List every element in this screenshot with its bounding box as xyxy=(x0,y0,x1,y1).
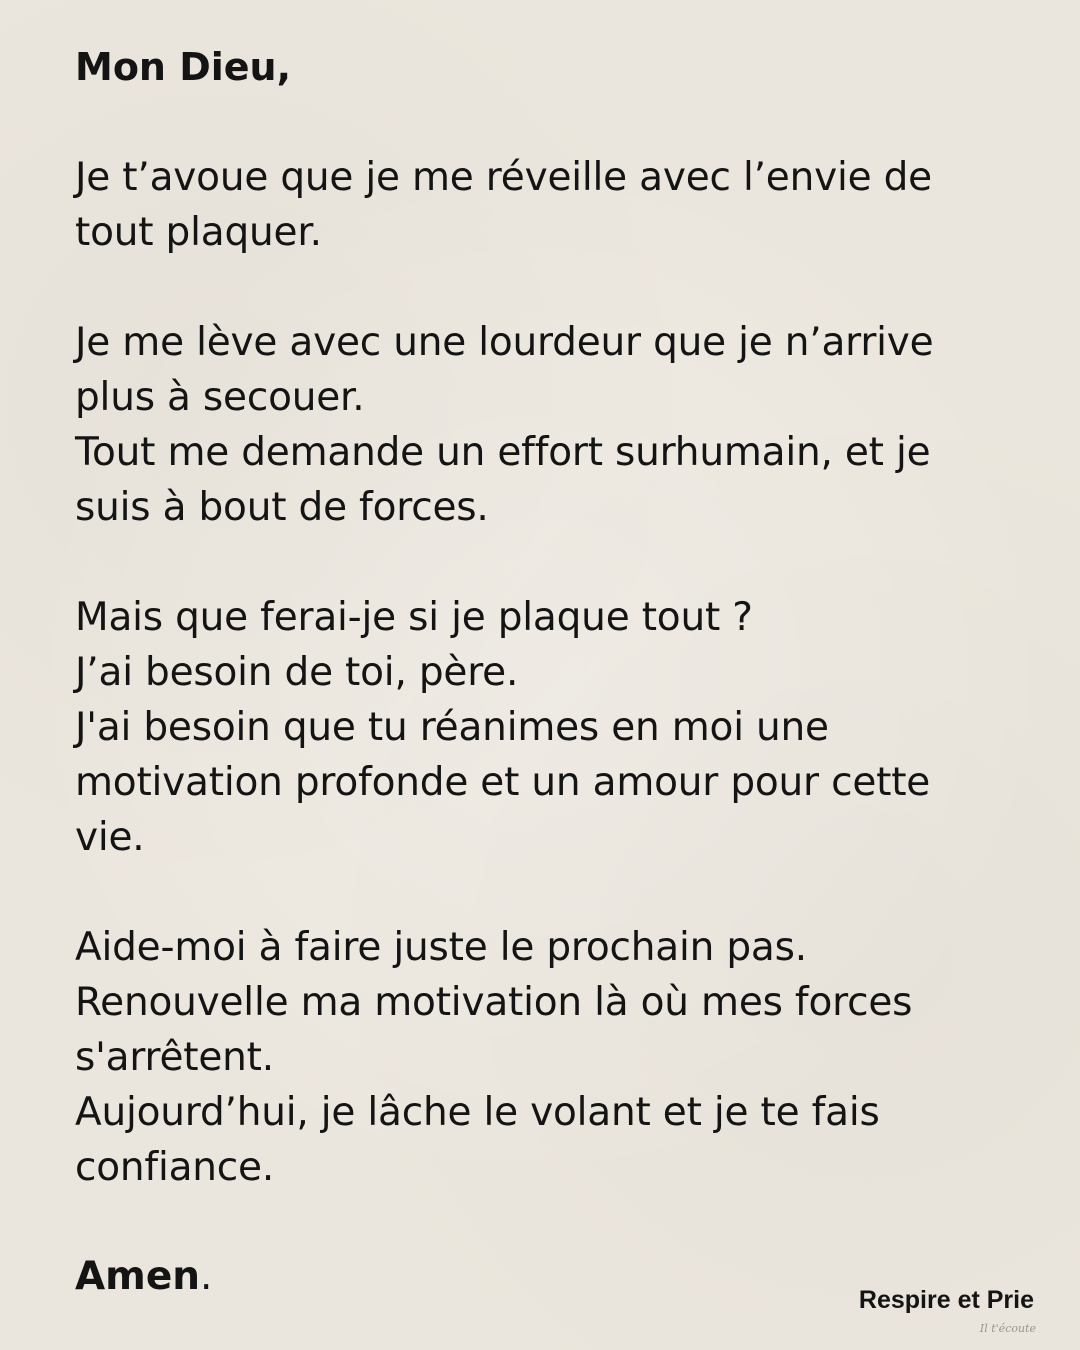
signature: Il t'écoute xyxy=(979,1322,1036,1335)
closing-word: Amen xyxy=(75,1254,201,1299)
prayer-line: J’ai besoin de toi, père. xyxy=(75,650,519,695)
prayer-line: Mais que ferai-je si je plaque tout ? xyxy=(75,595,753,640)
closing-punctuation: . xyxy=(200,1254,213,1299)
greeting: Mon Dieu, xyxy=(75,45,292,89)
spacer xyxy=(75,535,1035,590)
prayer-line: Tout me demande un effort surhumain, et je xyxy=(75,430,931,475)
spacer xyxy=(75,260,1035,315)
prayer-line: confiance. xyxy=(75,1145,275,1190)
prayer-line: plus à secouer. xyxy=(75,375,365,420)
paragraph-2 xyxy=(75,315,1035,535)
prayer-line: Aujourd’hui, je lâche le volant et je te fais xyxy=(75,1090,880,1135)
prayer-line: tout plaquer. xyxy=(75,210,322,255)
prayer-line: Je t’avoue que je me réveille avec l’envie de xyxy=(75,155,932,200)
prayer-line: J'ai besoin que tu réanimes en moi une xyxy=(75,705,829,750)
prayer-line: Renouvelle ma motivation là où mes forces xyxy=(75,980,913,1025)
prayer-text xyxy=(75,40,1035,1195)
brand-name: Respire et Prie xyxy=(858,1286,1034,1314)
closing xyxy=(75,1249,212,1304)
spacer xyxy=(75,95,1035,150)
spacer xyxy=(75,865,1035,920)
prayer-line: Je me lève avec une lourdeur que je n’arrive xyxy=(75,320,934,365)
paragraph-1 xyxy=(75,150,1035,260)
prayer-line: s'arrêtent. xyxy=(75,1035,274,1080)
paragraph-3 xyxy=(75,590,1035,865)
prayer-line: suis à bout de forces. xyxy=(75,485,489,530)
prayer-line: vie. xyxy=(75,815,145,860)
prayer-line: Aide-moi à faire juste le prochain pas. xyxy=(75,925,807,970)
paragraph-4 xyxy=(75,920,1035,1195)
prayer-line: motivation profonde et un amour pour cette xyxy=(75,760,931,805)
